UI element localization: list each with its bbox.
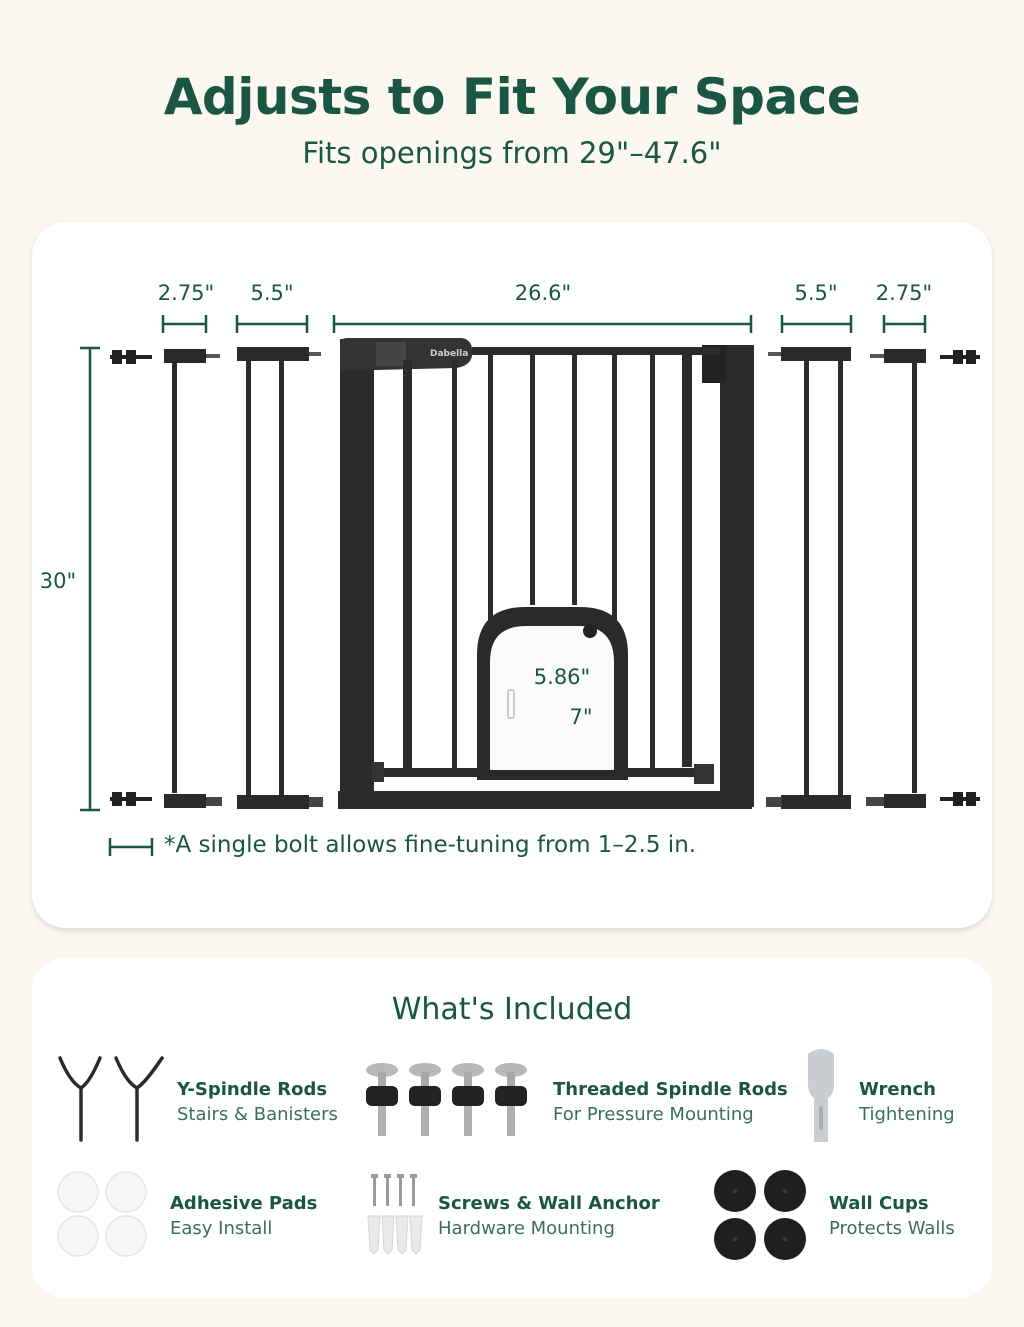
item-sub: Tightening	[859, 1104, 955, 1125]
item-sub: Protects Walls	[829, 1218, 955, 1239]
included-item-wall-cups	[829, 1191, 955, 1241]
dim-door-width: 5.86"	[533, 665, 591, 689]
wrench-icon	[800, 1046, 842, 1146]
included-item-wrench	[859, 1077, 955, 1127]
dim-ext-small-left: 2.75"	[157, 281, 215, 305]
brand-label: Dabella	[430, 349, 469, 359]
included-item-threaded-spindle	[553, 1077, 788, 1127]
threaded-spindle-icon	[360, 1060, 532, 1140]
extension-large-left	[237, 347, 323, 809]
pressure-bolts-left	[110, 350, 152, 806]
extension-small-right	[866, 349, 926, 808]
included-item-y-spindle	[177, 1077, 338, 1127]
page-title: Adjusts to Fit Your Space	[163, 68, 861, 126]
wall-cup-icon	[712, 1168, 808, 1262]
item-sub: Stairs & Banisters	[177, 1104, 338, 1125]
y-spindle-icon	[52, 1052, 170, 1144]
included-item-screws-anchors	[438, 1191, 660, 1241]
dim-gate-width: 26.6"	[514, 281, 572, 305]
item-name: Wrench	[859, 1079, 936, 1100]
item-name: Threaded Spindle Rods	[553, 1079, 788, 1100]
extension-small-left	[164, 349, 222, 808]
dim-ext-large-left: 5.5"	[250, 281, 294, 305]
pressure-bolts-right	[940, 350, 980, 806]
gate-main	[338, 338, 754, 809]
included-item-adhesive-pads	[170, 1191, 317, 1241]
item-name: Adhesive Pads	[170, 1193, 318, 1214]
item-name: Screws & Wall Anchor	[438, 1193, 660, 1214]
extension-large-right	[766, 347, 851, 809]
item-sub: For Pressure Mounting	[553, 1104, 754, 1125]
item-name: Wall Cups	[829, 1193, 929, 1214]
adhesive-pad-icon	[56, 1170, 148, 1258]
item-name: Y-Spindle Rods	[177, 1079, 328, 1100]
included-title: What's Included	[391, 992, 633, 1027]
dim-ext-large-right: 5.5"	[794, 281, 838, 305]
screw-anchor-icon	[362, 1172, 426, 1256]
item-sub: Easy Install	[170, 1218, 273, 1239]
dim-ext-small-right: 2.75"	[875, 281, 933, 305]
dim-height: 30"	[39, 569, 77, 593]
page-subtitle: Fits openings from 29"–47.6"	[302, 136, 722, 170]
item-sub: Hardware Mounting	[438, 1218, 615, 1239]
dim-door-height: 7"	[569, 705, 593, 729]
fine-tune-note: *A single bolt allows fine-tuning from 1–2.5 in.	[164, 832, 697, 858]
